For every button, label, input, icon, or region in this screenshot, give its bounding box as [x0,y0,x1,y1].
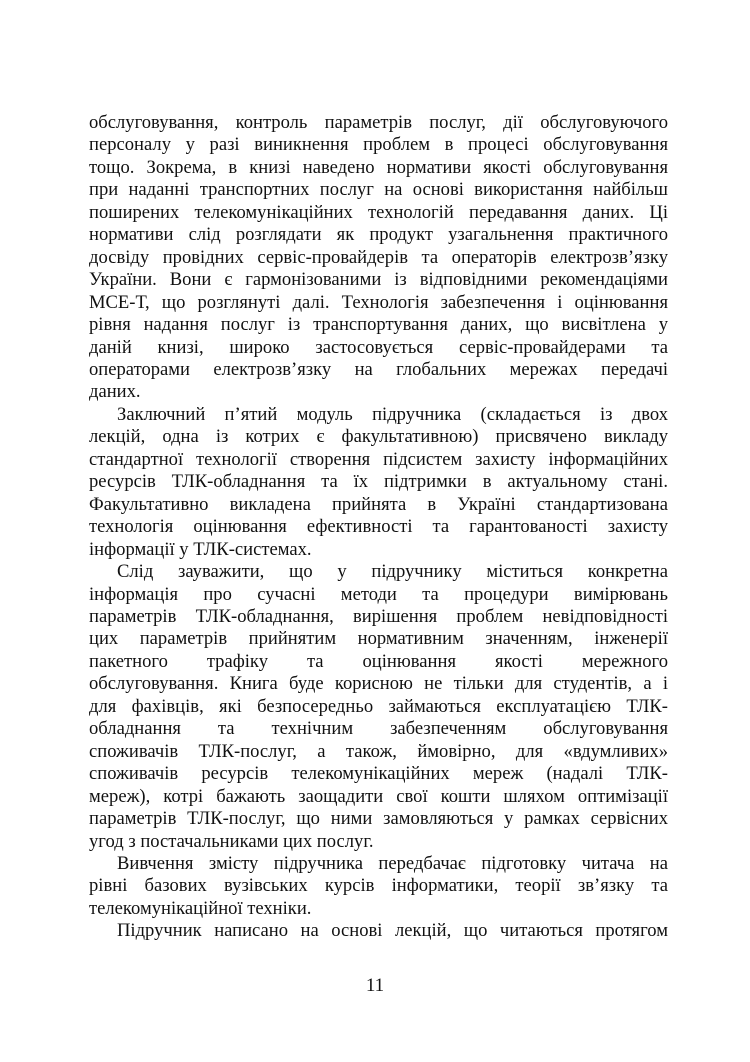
text-line: угод з постачальниками цих послуг. [89,830,374,852]
text-line: тощо. Зокрема, в книзі наведено нормативи якості обслуговування [89,156,668,178]
text-line: споживачів ТЛК-послуг, а також, ймовірно, для «вдумливих» [89,740,668,762]
text-line: обслуговування, контроль параметрів послуг, дії обслуговуючого [89,112,668,133]
text-line: Факультативно викладена прийнята в Україні стандартизована [89,493,668,515]
text-line: ресурсів ТЛК-обладнання та їх підтримки в актуальному стані. [89,471,668,493]
page-number: 11 [365,975,385,996]
text-line: рівня надання послуг із транспортування даних, що висвітлена у [89,314,668,336]
paragraph [89,920,668,942]
text-line: Підручник написано на основі лекцій, що читаються протягом [117,920,668,942]
text-line: споживачів ресурсів телекомунікаційних мереж (надалі ТЛК- [89,763,668,785]
text-line: поширених телекомунікаційних технологій передавання даних. Ці [89,201,668,223]
text-line: Заключний п’ятий модуль підручника (складається із двох [117,403,668,425]
text-line: МСЕ-Т, що розглянуті далі. Технологія забезпечення і оцінювання [89,291,668,313]
text-line: операторами електрозв’язку на глобальних мережах передачі [89,358,668,380]
text-line: досвіду провідних сервіс-провайдерів та операторів електрозв’язку [89,246,668,268]
text-line: обслуговування. Книга буде корисною не тільки для студентів, а і [89,673,668,695]
text-line: даній книзі, широко застосовується сервіс-провайдерами та [89,336,668,358]
paragraph [89,853,668,920]
text-line: пакетного трафіку та оцінювання якості мережного [89,650,668,672]
text-line: Вивчення змісту підручника передбачає підготовку читача на [117,852,668,874]
text-line: України. Вони є гармонізованими із відповідними рекомендаціями [89,269,668,291]
text-line: даних. [89,381,141,403]
text-line: лекцій, одна із котрих є факультативною) присвячено викладу [89,426,668,448]
text-line: рівні базових вузівських курсів інформатики, теорії зв’язку та [89,875,668,897]
paragraph [89,112,668,404]
text-line: персоналу у разі виникнення проблем в процесі обслуговування [89,134,668,156]
text-line: цих параметрів прийнятим нормативним значенням, інженерії [89,628,668,650]
text-line: інформації у ТЛК-системах. [89,538,312,560]
text-line: параметрів ТЛК-послуг, що ними замовляються у рамках сервісних [89,808,668,830]
text-line: інформація про сучасні методи та процедури вимірювань [89,583,668,605]
text-line: параметрів ТЛК-обладнання, вирішення проблем невідповідності [89,605,668,627]
body-text [89,112,668,943]
paragraph [89,404,668,561]
text-line: мереж), котрі бажають заощадити свої кошти шляхом оптимізації [89,785,668,807]
paragraph [89,561,668,853]
text-line: при наданні транспортних послуг на основі використання найбільш [89,179,668,201]
text-line: нормативи слід розглядати як продукт узагальнення практичного [89,224,668,246]
text-line: стандартної технології створення підсистем захисту інформаційних [89,448,668,470]
text-line: обладнання та технічним забезпеченням обслуговування [89,718,668,740]
text-line: Слід зауважити, що у підручнику міститься конкретна [117,561,668,583]
text-line: технологія оцінювання ефективності та гарантованості захисту [89,516,668,538]
text-line: для фахівців, які безпосередньо займаються експлуатацією ТЛК- [89,695,668,717]
text-line: телекомунікаційної техніки. [89,897,312,919]
